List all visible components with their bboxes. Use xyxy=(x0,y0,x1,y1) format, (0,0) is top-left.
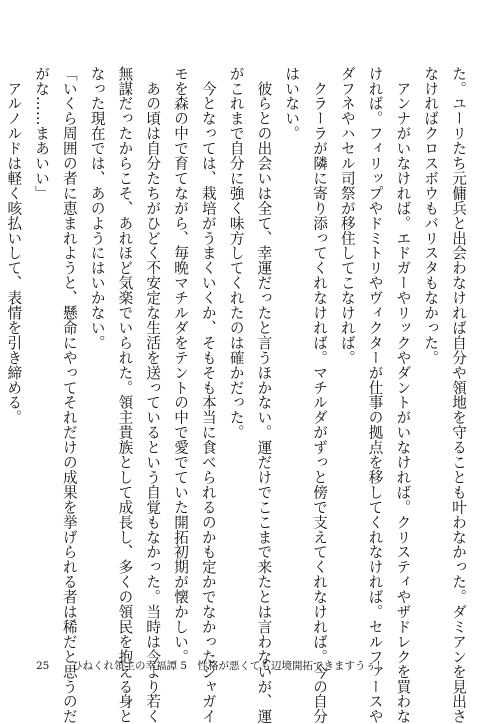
text-line: クラーラが隣に寄り添ってくれなければ。マチルダがずっと傍で支えてくれなければ。今の自分 xyxy=(311,66,329,724)
text-line: 彼らとの出会いは全て、幸運だったと言うほかない。運だけでここまで来たとは言わないが、運 xyxy=(255,66,273,724)
running-title: ひねくれ領主の幸福譚 5 性格が悪くても辺境開拓できますうぅ！ xyxy=(72,660,387,672)
text-line: 無謀だったからこそ、あれほど気楽でいられた。領主貴族として成長し、多くの領民を抱える身と xyxy=(116,66,134,724)
text-line: た。ユーリたち元傭兵と出会わなければ自分や領地を守ることも叶わなかった。ダミアンを見出さ xyxy=(450,66,467,724)
text-line: がな……まあいい」 xyxy=(33,66,51,201)
text-line: アンナがいなければ。エドガーやリックやダントがいなければ。クリスティやザドレクを買わな xyxy=(394,66,412,724)
text-line: ダフネやハセル司祭が移住してこなければ。 xyxy=(338,66,356,365)
text-line: なければクロスボウもバリスタもなかった。 xyxy=(422,66,440,365)
text-line: はいない。 xyxy=(283,66,301,141)
text-line: がこれまで自分に強く味方してくれたのは確かだった。 xyxy=(227,66,245,440)
text-line: 今となっては、栽培がうまくいくか、そもそも本当に食べられるのかも定かでなかったジャガイ xyxy=(199,66,217,724)
text-line: アルノルドは軽く咳払いして、表情を引き締める。 xyxy=(5,66,23,425)
page-footer xyxy=(36,659,387,673)
text-line: あの頃は自分たちがひどく不安定な生活を送っているという自覚もなかった。当時は今より若く xyxy=(144,66,162,724)
text-line: ければ。フィリップやドミトリやヴィクターが仕事の拠点を移してくれなければ。セルファースや xyxy=(366,66,384,724)
text-line: なった現在では、あのようにはいかない。 xyxy=(88,66,106,351)
text-line: 「いくら周囲の者に恵まれようと、懸命にやってそれだけの成果を挙げられる者は稀だと思うのだ xyxy=(60,66,78,724)
text-line: モを森の中で育てながら、毎晩マチルダをテントの中で愛でていた開拓初期が懐かしい。 xyxy=(172,66,190,664)
page-number: 25 xyxy=(36,660,50,672)
